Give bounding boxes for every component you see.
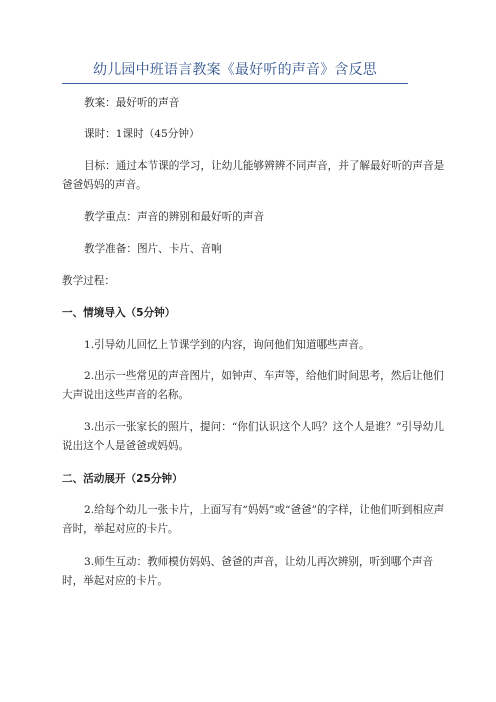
duration-paragraph: 课时：1课时（45分钟） xyxy=(84,128,200,140)
title-underline xyxy=(62,83,408,84)
activity-item-3: 3.师生互动：教师模仿妈妈、爸爸的声音，让幼儿再次辨别，听到哪个声音时，举起对应的卡片。 xyxy=(62,556,434,587)
objective-paragraph: 目标：通过本节课的学习，让幼儿能够辨辨不同声音，并了解最好听的声音是爸爸妈妈的声音。 xyxy=(62,160,445,191)
teaching-process-label: 教学过程： xyxy=(62,275,115,287)
intro-item-2: 2.出示一些常见的声音图片，如钟声、车声等，给他们时间思考，然后让他们大声说出这些声音的名称。 xyxy=(62,370,444,401)
section-heading-activity: 二、活动展开（25分钟） xyxy=(62,473,183,485)
activity-item-2: 2.给每个幼儿一张卡片，上面写有“妈妈”或“爸爸”的字样，让他们听到相应声音时，举起对应的卡片。 xyxy=(62,504,445,535)
intro-item-3: 3.出示一张家长的照片，提问：“你们认识这个人吗？这个人是谁？”引导幼儿说出这个人是爸爸或妈妈。 xyxy=(62,421,444,452)
teaching-focus-paragraph: 教学重点：声音的辨别和最好听的声音 xyxy=(84,211,265,223)
teaching-preparation-paragraph: 教学准备：图片、卡片、音响 xyxy=(84,243,222,255)
lesson-name-paragraph: 教案：最好听的声音 xyxy=(84,97,180,109)
intro-item-1: 1.引导幼儿回忆上节课学到的内容，询问他们知道哪些声音。 xyxy=(84,339,370,351)
section-heading-intro: 一、情境导入（5分钟） xyxy=(62,307,176,319)
document-title: 幼儿园中班语言教案《最好听的声音》含反思 xyxy=(93,62,377,78)
